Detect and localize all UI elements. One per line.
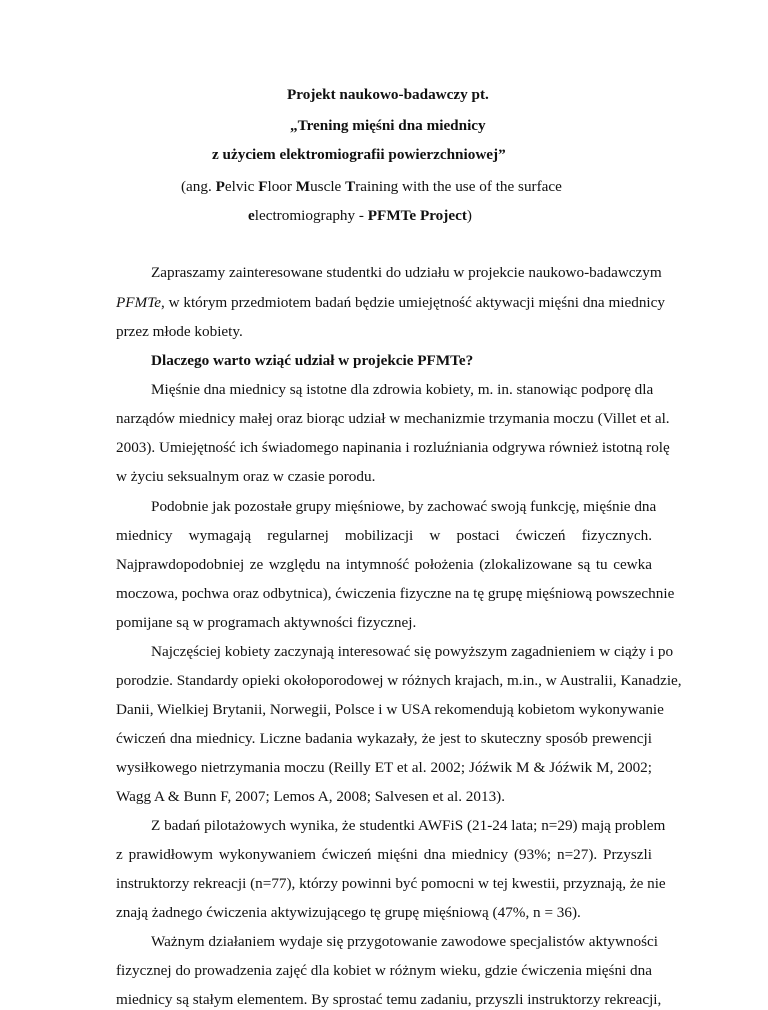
para6-line-3: miednicy są stałym elementem. By sprostać temu zadaniu, przyszli instruktorzy rekreacji, [116, 991, 662, 1008]
title-word-floor: loor [267, 178, 296, 195]
para1-line-2-rest: , w którym przedmiotem badań będzie umiejętność aktywacji mięśni dna miednicy [161, 294, 665, 311]
title-word-electromiography: lectromiography - [254, 207, 368, 224]
acronym-letter-m: M [295, 178, 311, 195]
para4-line-4: ćwiczeń dna miednicy. Liczne badania wykazały, że jest to skuteczny sposób prewencji [116, 730, 652, 747]
title-line-1: Projekt naukowo-badawczy pt. [287, 86, 489, 103]
title-close-paren: ) [466, 207, 472, 224]
para1-line-3: przez młode kobiety. [116, 323, 243, 340]
para4-line-1: Najczęściej kobiety zaczynają interesować się powyższym zagadnieniem w ciąży i po [151, 643, 674, 660]
project-name: PFMTe Project [367, 207, 467, 224]
title-line-5 [248, 206, 472, 226]
para6-line-1: Ważnym działaniem wydaje się przygotowanie zawodowe specjalistów aktywności [151, 933, 658, 950]
para2-line-3: 2003). Umiejętność ich świadomego napinania i rozluźniania odgrywa również istotną rolę [116, 439, 670, 456]
para5-line-3: instruktorzy rekreacji (n=77), którzy powinni być pomocni w tej kwestii, przyznają, że nie [116, 875, 666, 892]
para2-line-1: Mięśnie dna miednicy są istotne dla zdrowia kobiety, m. in. stanowiąc podporę dla [151, 381, 654, 398]
para2-line-4: w życiu seksualnym oraz w czasie porodu. [116, 468, 376, 485]
para6-line-2: fizycznej do prowadzenia zajęć dla kobiet w różnym wieku, gdzie ćwiczenia mięśni dna [116, 962, 652, 979]
acronym-letter-t: T [345, 178, 356, 195]
title-line-4 [181, 177, 562, 197]
para3-line-4: moczowa, pochwa oraz odbytnica), ćwiczenia fizyczne na tę grupę mięśniową powszechnie [116, 585, 675, 602]
title-word-muscle: uscle [310, 178, 346, 195]
title-word-training: raining with the use of the surface [355, 178, 562, 195]
title-line-3: z użyciem elektromiografii powierzchniowej” [212, 146, 506, 163]
acronym-letter-p: P [215, 178, 225, 195]
title-line-2: „Trening mięśni dna miednicy [290, 117, 486, 134]
para4-line-5: wysiłkowego nietrzymania moczu (Reilly ET et al. 2002; Jóźwik M & Jóźwik M, 2002; [116, 759, 652, 776]
para5-line-1: Z badań pilotażowych wynika, że studentki AWFiS (21-24 lata; n=29) mają problem [151, 817, 666, 834]
para3-line-1: Podobnie jak pozostałe grupy mięśniowe, by zachować swoją funkcję, mięśnie dna [151, 498, 657, 515]
para3-line-3: Najprawdopodobniej ze względu na intymność położenia (zlokalizowane są tu cewka [116, 556, 652, 573]
title-word-pelvic: elvic [224, 178, 259, 195]
title-line-4-prefix: (ang. [181, 178, 216, 195]
para4-line-3: Danii, Wielkiej Brytanii, Norwegii, Polsce i w USA rekomendują kobietom wykonywanie [116, 701, 664, 718]
para5-line-4: znają żadnego ćwiczenia aktywizującego tę grupę mięśniową (47%, n = 36). [116, 904, 581, 921]
para2-line-2: narządów miednicy małej oraz biorąc udział w mechanizmie trzymania moczu (Villet et al. [116, 410, 670, 427]
para3-line-2: miednicy wymagają regularnej mobilizacji w postaci ćwiczeń fizycznych. [116, 527, 652, 544]
para1-line-2 [116, 293, 665, 313]
para3-line-5: pomijane są w programach aktywności fizycznej. [116, 614, 417, 631]
para4-line-6: Wagg A & Bunn F, 2007; Lemos A, 2008; Salvesen et al. 2013). [116, 788, 506, 805]
para1-line-1: Zapraszamy zainteresowane studentki do udziału w projekcie naukowo-badawczym [151, 264, 662, 281]
acronym-letter-e: e [248, 207, 255, 224]
section-heading: Dlaczego warto wziąć udział w projekcie PFMTe? [151, 352, 474, 369]
acronym-letter-f: F [258, 178, 268, 195]
para5-line-2: z prawidłowym wykonywaniem ćwiczeń mięśni dna miednicy (93%; n=27). Przyszli [116, 846, 652, 863]
project-acronym-italic: PFMTe [116, 294, 161, 311]
para4-line-2: porodzie. Standardy opieki okołoporodowej w różnych krajach, m.in., w Australii, Kanadzie, [116, 672, 682, 689]
